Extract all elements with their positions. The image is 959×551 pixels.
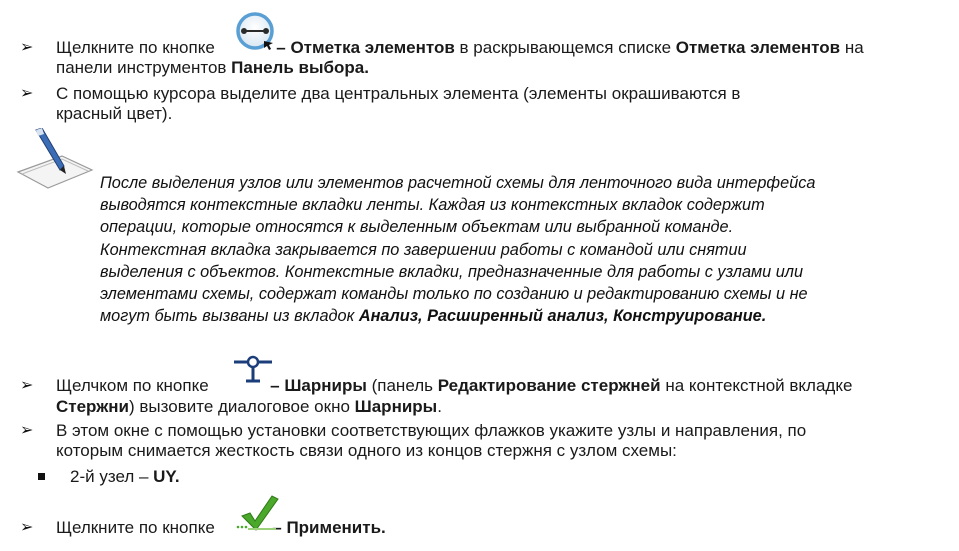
selection-panel-name: Панель выбора. [231,58,369,77]
instruction-4-line-1: В этом окне с помощью установки соответствующих флажков укажите узлы и направления, по [56,421,807,440]
note-line: Контекстная вкладка закрывается по завершении работы с командой или снятии [100,240,747,259]
tab-name: Стержни [56,397,129,416]
note-line: выделения с объектов. Контекстные вкладки, предназначенные для работы с узлами или [100,262,804,281]
instruction-1-line-2: панели инструментов Панель выбора. [56,58,369,77]
apply-button-name: – Применить. [272,518,386,537]
instruction-1-text: Щелкните по кнопке [56,38,215,57]
bullet-arrow: ➢ [20,85,34,102]
instruction-1-button-name: – Отметка элементов [276,38,455,57]
bullet-arrow: ➢ [20,519,34,536]
sub-item: 2-й узел – UY. [70,467,180,486]
note-line: элементами схемы, содержат команды только по созданию и редактированию схемы и не [100,285,808,304]
bullet-arrow: ➢ [20,377,34,394]
instruction-1-list-name: Отметка элементов [675,38,841,57]
mark-elements-icon [233,10,279,56]
instruction-2-line-1: С помощью курсора выделите два центральных элемента (элементы окрашиваются в [56,84,741,103]
instruction-4-line-2: которым снимается жесткость связи одного из концов стержня с узлом схемы: [56,441,677,460]
note-tab-names: Анализ, Расширенный анализ, Конструирование. [358,307,767,326]
sub-item-direction: UY. [153,467,180,486]
bullet-arrow: ➢ [20,39,34,56]
panel-name: Редактирование стержней [437,376,661,395]
hinges-button-name: – Шарниры [270,376,367,395]
instruction-3-line-1: Щелчком по кнопке – Шарниры (панель Редактирование стержней на контекстной вкладке [56,376,853,395]
apply-checkmark-icon [236,494,280,534]
note-block [100,172,945,327]
note-line-last: могут быть вызваны из вкладок Анализ, Расширенный анализ, Конструирование. [100,307,767,326]
square-bullet [38,473,45,480]
hinges-icon [232,352,276,384]
instruction-2-line-2: красный цвет). [56,104,173,123]
note-line: После выделения узлов или элементов расчетной схемы для ленточного вида интерфейса [100,174,816,192]
instruction-3-line-2: Стержни) вызовите диалоговое окно Шарниры. [56,397,442,416]
dialog-name: Шарниры [354,397,438,416]
bullet-arrow: ➢ [20,422,34,439]
note-line: операции, которые относятся к выделенным объектам или выбранной команде. [100,218,734,237]
note-line: выводятся контекстные вкладки ленты. Каждая из контекстных вкладок содержит [100,196,765,215]
instruction-5: Щелкните по кнопке – Применить. [56,518,386,537]
note-pen-icon [14,128,94,193]
instruction-1-line-1: Щелкните по кнопке – Отметка элементов в раскрывающемся списке Отметка элементов на [56,38,864,57]
